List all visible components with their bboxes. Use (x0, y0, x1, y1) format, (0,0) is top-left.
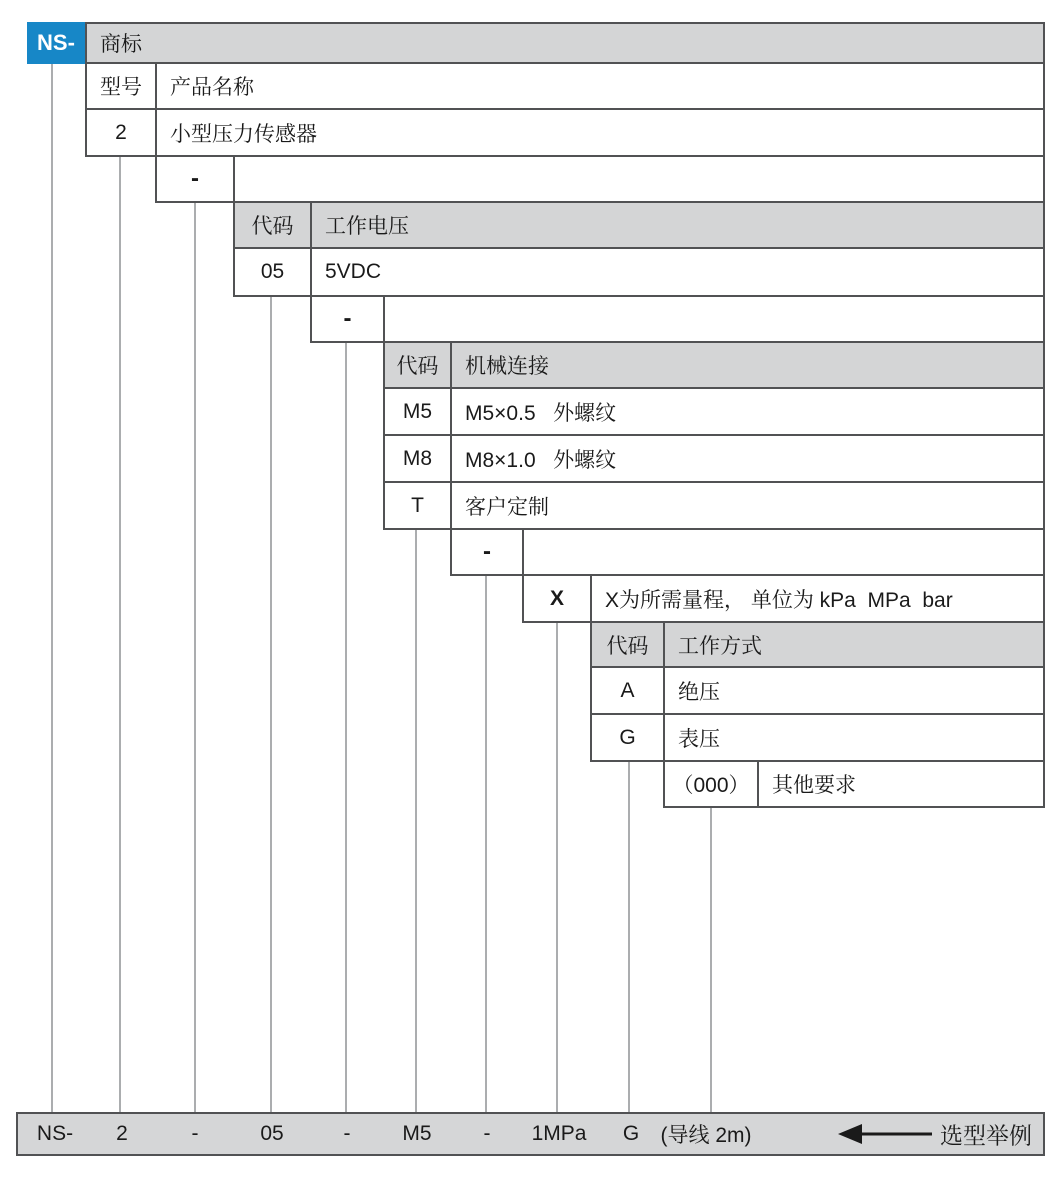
other-desc-cell: 其他要求 (772, 774, 856, 797)
connector-line-other (710, 808, 712, 1112)
model-table-header-row (85, 62, 1045, 110)
voltage-desc-cell: 5VDC (325, 260, 382, 283)
connector-line-dash1 (194, 203, 196, 1112)
example-bar-label: 选型举例 (940, 1122, 1032, 1149)
mode-table-header-row (590, 621, 1045, 668)
example-item-voltage: 05 (260, 1122, 284, 1145)
mech-table-row-m8 (383, 434, 1045, 483)
model-table-row (85, 108, 1045, 157)
trademark-header-row (85, 22, 1045, 64)
spacer-cell (524, 530, 1043, 574)
prefix-code-box: NS- (27, 22, 85, 64)
separator-row-3 (450, 528, 1045, 576)
range-desc-cell: X为所需量程， 单位为 kPa MPa bar (605, 588, 953, 612)
model-name-header: 产品名称 (170, 76, 254, 99)
connector-line-range (556, 623, 558, 1112)
connector-line-mech (415, 530, 417, 1112)
mode-table-row-g (590, 713, 1045, 762)
mech-table-row-m5 (383, 387, 1045, 436)
example-bar (16, 1112, 1045, 1156)
connector-line-voltage (270, 297, 272, 1112)
mode-code-cell-g: G (592, 715, 665, 760)
voltage-name-header: 工作电压 (325, 215, 409, 238)
voltage-table-row (233, 247, 1045, 297)
model-desc-cell: 小型压力传感器 (170, 122, 317, 146)
example-item-mode: G (622, 1122, 640, 1145)
mech-desc-cell-t: 客户定制 (465, 495, 549, 519)
mode-desc-cell-a: 绝压 (678, 680, 720, 704)
mech-code-header: 代码 (385, 343, 452, 387)
mode-table-row-a (590, 666, 1045, 715)
mech-table-header-row (383, 341, 1045, 389)
connector-line-model (119, 157, 121, 1112)
connector-line-dash3 (485, 576, 487, 1112)
range-row (522, 574, 1045, 623)
range-code-cell: X (524, 576, 592, 621)
connector-line-mode (628, 762, 630, 1112)
mode-code-header: 代码 (592, 623, 665, 666)
voltage-code-header: 代码 (235, 203, 312, 247)
example-item-prefix: NS- (36, 1122, 74, 1145)
other-row (663, 760, 1045, 808)
example-item-range: 1MPa (531, 1122, 587, 1145)
mech-code-cell-m8: M8 (385, 436, 452, 481)
trademark-header-label: 商标 (100, 33, 142, 56)
connector-line-dash2 (345, 343, 347, 1112)
mech-name-header: 机械连接 (465, 355, 549, 378)
mode-desc-cell-g: 表压 (678, 727, 720, 751)
mech-table-row-t (383, 481, 1045, 530)
separator-dash-3: - (452, 530, 524, 574)
example-item-dash3: - (483, 1122, 491, 1145)
example-item-model: 2 (116, 1122, 128, 1145)
model-code-cell: 2 (87, 110, 157, 155)
spacer-cell (235, 157, 1043, 201)
mech-code-cell-m5: M5 (385, 389, 452, 434)
example-item-dash2: - (343, 1122, 351, 1145)
arrow-shaft-line (858, 1133, 932, 1136)
voltage-code-cell: 05 (235, 249, 312, 295)
mode-name-header: 工作方式 (678, 634, 762, 658)
example-item-dash1: - (191, 1122, 199, 1145)
separator-dash-1: - (157, 157, 235, 201)
mech-code-cell-t: T (385, 483, 452, 528)
mech-desc-cell-m5: M5×0.5 外螺纹 (465, 401, 617, 425)
model-code-header: 型号 (87, 64, 157, 108)
connector-line-prefix (51, 64, 53, 1112)
voltage-table-header-row (233, 201, 1045, 249)
spacer-cell (385, 297, 1043, 341)
mode-code-cell-a: A (592, 668, 665, 713)
mech-desc-cell-m8: M8×1.0 外螺纹 (465, 448, 617, 472)
example-item-lead: (导线 2m) (660, 1124, 752, 1147)
separator-row-2 (310, 295, 1045, 343)
separator-dash-2: - (312, 297, 385, 341)
separator-row-1 (155, 155, 1045, 203)
other-code-cell: （000） (665, 762, 759, 806)
example-item-mech: M5 (402, 1122, 432, 1145)
